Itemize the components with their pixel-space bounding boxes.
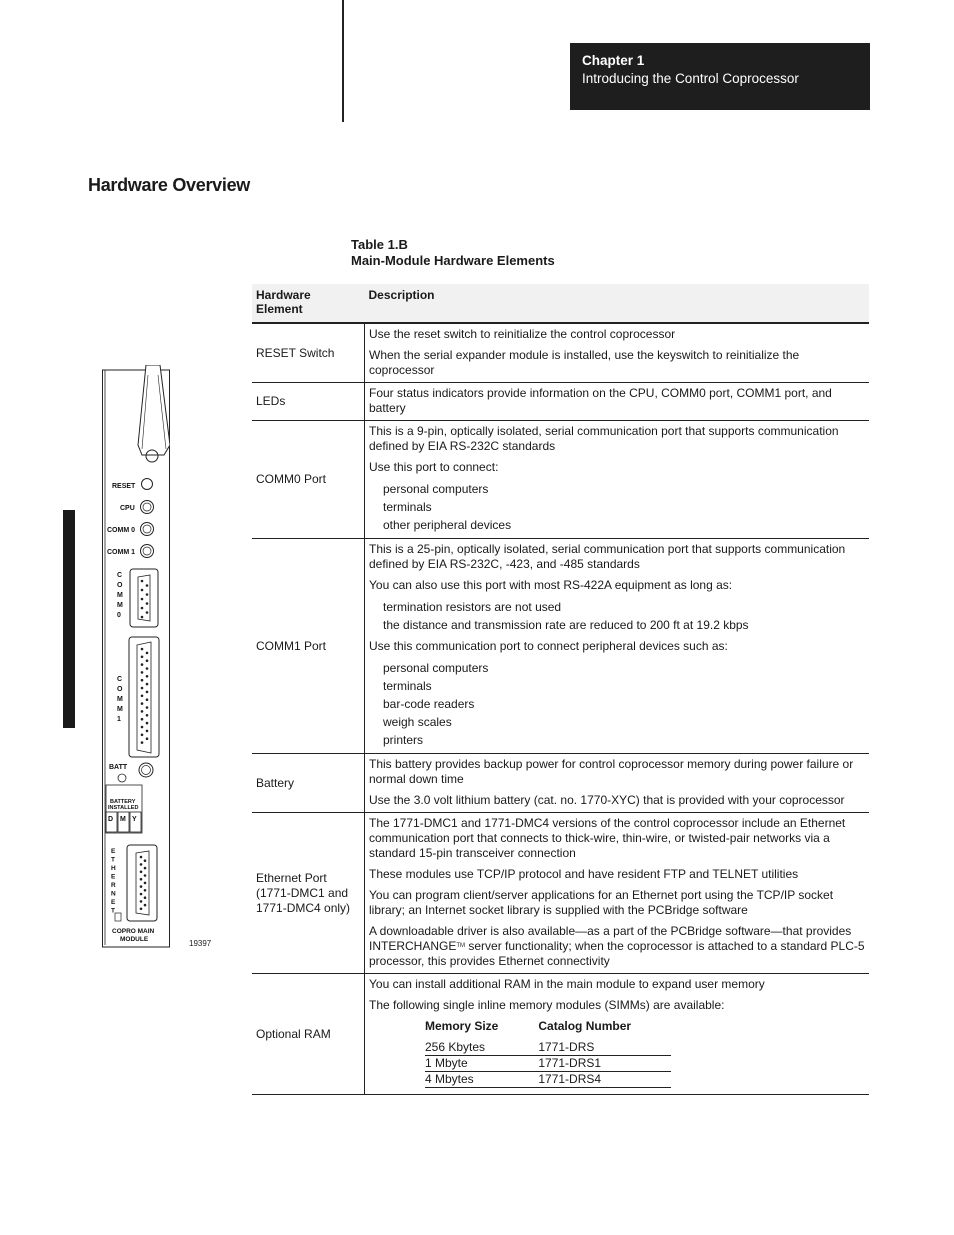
connector-pin: [140, 893, 143, 896]
ethernet-vertical-label: E T H E R N E T: [111, 848, 116, 915]
connector-pin: [146, 722, 149, 725]
simm-table: [425, 1019, 671, 1088]
comm1-vertical-label: C O M M 1: [117, 676, 123, 723]
simm-header-size: Memory Size: [425, 1019, 499, 1033]
connector-pin: [140, 900, 143, 903]
comm0-led-label: COMM 0: [107, 527, 135, 534]
description-text: This is a 25-pin, optically isolated, serial communication port that supports communication defined by EIA RS-232C, -423, and -485 standards: [369, 542, 846, 571]
date-letter-d: D: [108, 816, 114, 823]
list-item: personal computers: [383, 661, 489, 675]
element-battery: Battery: [252, 754, 365, 813]
description-leds: [365, 383, 870, 421]
chapter-header: [570, 43, 870, 110]
battery-installed-label-line2: INSTALLED: [108, 805, 139, 811]
description-text: You can install additional RAM in the main module to expand user memory: [369, 977, 765, 991]
list-item: terminals: [383, 500, 432, 514]
connector-pin: [144, 882, 147, 885]
table-row: [252, 974, 869, 1095]
list-item: termination resistors are not used: [383, 600, 562, 614]
cpu-led: [141, 501, 154, 514]
table-row: [252, 539, 869, 754]
connector-pin: [146, 593, 149, 596]
table-row: [252, 421, 869, 539]
module-name-line1: COPRO MAIN: [112, 928, 155, 935]
connector-pin: [140, 856, 143, 859]
connector-pin: [144, 904, 147, 907]
hardware-elements-table: [252, 284, 869, 1095]
description-text: When the serial expander module is installed, use the keyswitch to reinitialize the coprocessor: [369, 348, 800, 377]
batt-led: [139, 763, 153, 777]
simm-header-catalog: Catalog Number: [538, 1019, 632, 1033]
connector-pin: [144, 867, 147, 870]
table-row: [252, 754, 869, 813]
description-text: Use this port to connect:: [369, 460, 499, 474]
description-reset: [365, 323, 870, 383]
table-title: Main-Module Hardware Elements: [351, 253, 555, 268]
connector-pin: [146, 683, 149, 686]
comm1-connector: [129, 637, 159, 757]
element-leds: LEDs: [252, 383, 365, 421]
header-rule: [342, 0, 344, 122]
description-text: These modules use TCP/IP protocol and have resident FTP and TELNET utilities: [369, 867, 799, 881]
connector-pin: [141, 741, 144, 744]
list-item: bar-code readers: [383, 697, 475, 711]
description-text: Four status indicators provide information on the CPU, COMM0 port, COMM1 port, and battery: [369, 386, 832, 415]
connector-pin: [141, 679, 144, 682]
connector-pin: [141, 648, 144, 651]
cpu-led-label: CPU: [120, 505, 135, 512]
table-number: Table 1.B: [351, 237, 408, 252]
comm0-led: [141, 523, 154, 536]
connector-pin: [140, 878, 143, 881]
reset-button: [142, 479, 153, 490]
connector-pin: [140, 908, 143, 911]
connector-pin: [141, 734, 144, 737]
connector-pin: [146, 698, 149, 701]
list-item: personal computers: [383, 482, 489, 496]
connector-pin: [144, 859, 147, 862]
connector-pin: [140, 863, 143, 866]
description-text: [369, 924, 865, 969]
connector-pin: [141, 671, 144, 674]
connector-pin: [141, 702, 144, 705]
chapter-number: Chapter 1: [582, 53, 645, 68]
module-front-panel-illustration: [102, 365, 170, 948]
simm-catalog: 1771-DRS4: [538, 1072, 671, 1088]
connector-pin: [146, 584, 149, 587]
comm0-vertical-label: C O M M 0: [117, 572, 123, 619]
description-ram: [365, 974, 870, 1095]
table-caption: [351, 237, 555, 269]
connector-pin: [144, 889, 147, 892]
comm1-led: [141, 545, 154, 558]
description-text: You can program client/server applications for an Ethernet port using the TCP/IP socket library; an Internet socket library is supplied with the PCBridge software: [369, 888, 834, 917]
battery-installed-label-line1: BATTERY: [110, 799, 136, 805]
connector-pin: [141, 607, 144, 610]
battery-holder: [118, 774, 126, 782]
table-row: [252, 323, 869, 383]
connector-pin: [141, 663, 144, 666]
description-comm1: [365, 539, 870, 754]
comm1-led-label: COMM 1: [107, 549, 135, 556]
connector-pin: [141, 589, 144, 592]
connector-pin: [141, 616, 144, 619]
connector-pin: [146, 667, 149, 670]
simm-catalog: 1771-DRS: [538, 1040, 671, 1056]
description-text: Use the 3.0 volt lithium battery (cat. no. 1770-XYC) that is provided with your coprocessor: [369, 793, 845, 807]
col-header-description: Description: [365, 284, 870, 323]
description-text: The following single inline memory modules (SIMMs) are available:: [369, 998, 725, 1012]
connector-pin: [146, 730, 149, 733]
connector-pin: [146, 737, 149, 740]
connector-pin: [141, 580, 144, 583]
description-text: This battery provides backup power for control coprocessor memory during power failure or normal down time: [369, 757, 854, 786]
connector-pin: [146, 675, 149, 678]
chapter-title: Introducing the Control Coprocessor: [582, 71, 799, 86]
element-ram: Optional RAM: [252, 974, 365, 1095]
connector-pin: [140, 885, 143, 888]
description-text: This is a 9-pin, optically isolated, serial communication port that supports communication defined by EIA RS-232C standards: [369, 424, 839, 453]
peripheral-list: [383, 659, 865, 749]
element-comm0: COMM0 Port: [252, 421, 365, 539]
simm-catalog: 1771-DRS1: [538, 1056, 671, 1072]
chapter-thumb-tab: [63, 510, 75, 728]
description-text: Use this communication port to connect peripheral devices such as:: [369, 639, 728, 653]
list-item: the distance and transmission rate are reduced to 200 ft at 19.2 kbps: [383, 618, 749, 632]
connector-pin: [146, 714, 149, 717]
connect-list: [383, 480, 865, 534]
description-comm0: [365, 421, 870, 539]
figure-number: 19397: [189, 939, 212, 948]
connector-pin: [146, 611, 149, 614]
element-reset: RESET Switch: [252, 323, 365, 383]
driver-text-continued: server functionality; when the coprocessor is attached to a standard PLC-5 processor, this provides Ethernet connectivity: [369, 939, 865, 968]
ethernet-indicator: [115, 913, 121, 921]
list-item: other peripheral devices: [383, 518, 512, 532]
simm-row: [425, 1072, 671, 1088]
col-header-element: Hardware Element: [252, 284, 365, 323]
connector-pin: [140, 871, 143, 874]
simm-size: 256 Kbytes: [425, 1040, 538, 1056]
reset-label: RESET: [112, 483, 136, 490]
connector-pin: [141, 710, 144, 713]
comm0-connector: [130, 569, 158, 627]
connector-pin: [141, 695, 144, 698]
simm-size: 4 Mbytes: [425, 1072, 538, 1088]
element-ethernet: Ethernet Port (1771-DMC1 and 1771-DMC4 only): [252, 813, 365, 974]
trademark-mark: TM: [456, 943, 466, 949]
connector-pin: [141, 726, 144, 729]
simm-size: 1 Mbyte: [425, 1056, 538, 1072]
batt-led-label: BATT: [109, 764, 128, 771]
description-ethernet: [365, 813, 870, 974]
simm-row: [425, 1040, 671, 1056]
connector-pin: [146, 659, 149, 662]
connector-pin: [146, 602, 149, 605]
element-comm1: COMM1 Port: [252, 539, 365, 754]
connector-pin: [144, 874, 147, 877]
driver-text: A downloadable driver is also available—as a part of the PCBridge software—that provides INTERCHANGE: [369, 924, 852, 953]
list-item: printers: [383, 733, 424, 747]
connector-pin: [146, 652, 149, 655]
table-row: [252, 383, 869, 421]
date-letter-y: Y: [132, 816, 137, 823]
list-item: weigh scales: [383, 715, 452, 729]
description-text: The 1771-DMC1 and 1771-DMC4 versions of the control coprocessor include an Ethernet communication port that connects to thick-wire, thin-wire, or twisted-pair networks via a standard 15-pin transceiver connection: [369, 816, 846, 860]
connector-pin: [141, 598, 144, 601]
connector-pin: [146, 691, 149, 694]
connector-pin: [141, 718, 144, 721]
list-item: terminals: [383, 679, 432, 693]
table-row: [252, 813, 869, 974]
connector-pin: [146, 706, 149, 709]
rs422-conditions-list: [383, 598, 865, 634]
date-letter-m: M: [120, 816, 126, 823]
connector-pin: [141, 656, 144, 659]
description-text: Use the reset switch to reinitialize the control coprocessor: [369, 327, 676, 341]
simm-row: [425, 1056, 671, 1072]
connector-pin: [141, 687, 144, 690]
table-header-row: [252, 284, 869, 323]
connector-pin: [144, 896, 147, 899]
section-title: Hardware Overview: [88, 175, 250, 195]
description-battery: [365, 754, 870, 813]
description-text: You can also use this port with most RS-422A equipment as long as:: [369, 578, 733, 592]
module-name-line2: MODULE: [120, 936, 149, 943]
